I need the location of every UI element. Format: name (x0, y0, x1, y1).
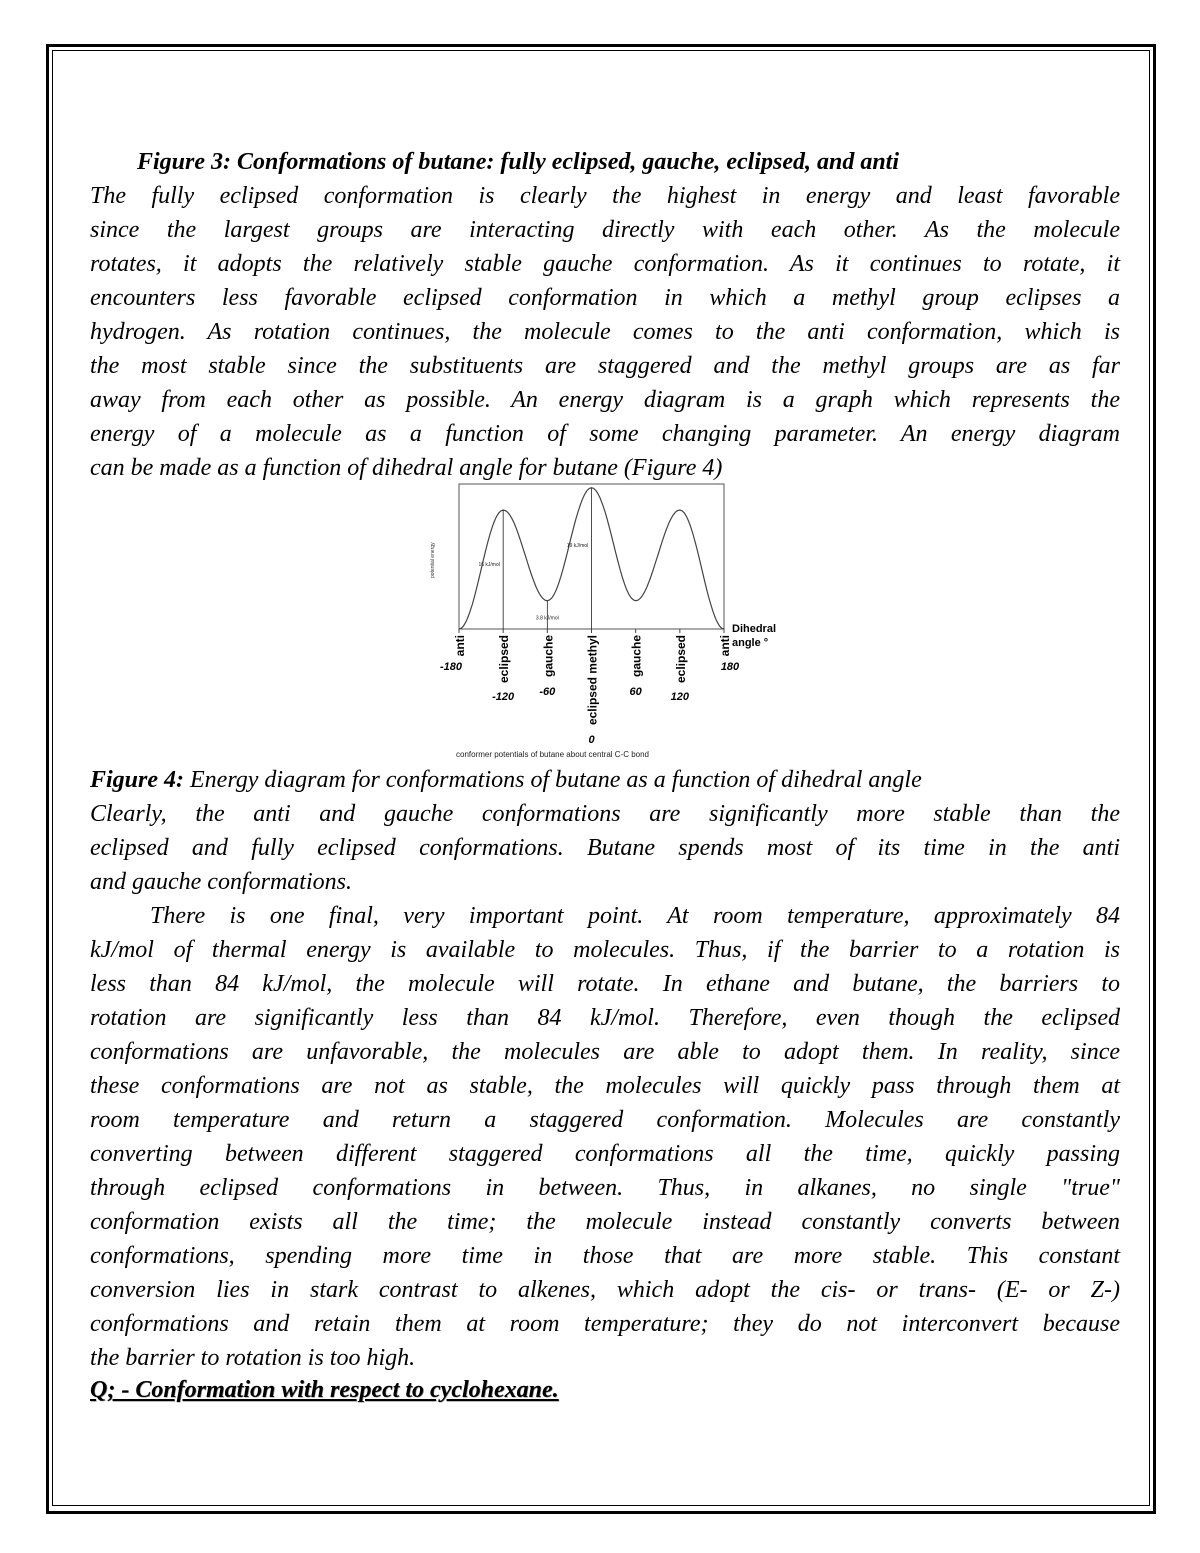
text-line: conformations, spending more time in those that are more stable. This constant (90, 1243, 1120, 1269)
y-axis-label: potential energy (430, 542, 436, 578)
text-line: through eclipsed conformations in between. Thus, in alkanes, no single "true" (90, 1175, 1120, 1201)
text-line: the barrier to rotation is too high. (90, 1345, 416, 1371)
figure-3-caption: Figure 3: Conformations of butane: fully eclipsed, gauche, eclipsed, and anti (137, 149, 900, 175)
text-line: conformation exists all the time; the molecule instead constantly converts between (90, 1209, 1120, 1235)
text-line: and gauche conformations. (90, 869, 352, 895)
conformer-label: eclipsed (673, 635, 688, 684)
chart-title: conformer potentials of butane about central C-C bond (456, 750, 650, 759)
x-tick-label: 0 (588, 734, 595, 746)
text-line: away from each other as possible. An energy diagram is a graph which represents the (90, 387, 1120, 413)
conformer-label: anti (718, 635, 732, 657)
conformer-label: gauche (629, 635, 644, 678)
text-line: hydrogen. As rotation continues, the molecule comes to the anti conformation, which is (90, 319, 1120, 345)
conformer-label: anti (453, 635, 467, 657)
conformer-label: gauche (541, 635, 556, 678)
text-line: kJ/mol of thermal energy is available to molecules. Thus, if the barrier to a rotation is (90, 937, 1120, 963)
text-line: converting between different staggered conformations all the time, quickly passing (90, 1141, 1120, 1167)
x-axis-label-2: angle ° (732, 637, 769, 649)
text-line: rotation are significantly less than 84 kJ/mol. Therefore, even though the eclipsed (90, 1005, 1120, 1031)
paragraph-stability (90, 797, 1120, 899)
text-line: less than 84 kJ/mol, the molecule will rotate. In ethane and butane, the barriers to (90, 971, 1120, 997)
x-tick-label: -60 (539, 686, 556, 698)
text-line: the most stable since the substituents are staggered and the methyl groups are as far (90, 353, 1120, 379)
text-line: eclipsed and fully eclipsed conformations. Butane spends most of its time in the anti (90, 835, 1120, 861)
x-tick-label: 60 (629, 686, 642, 698)
question-heading: Q; - Conformation with respect to cyclohexane. (90, 1377, 559, 1403)
text-line: since the largest groups are interacting directly with each other. As the molecule (90, 217, 1120, 243)
x-axis-label-1: Dihedral (732, 623, 777, 635)
x-tick-label: 120 (670, 691, 690, 703)
text-line: can be made as a function of dihedral angle for butane (Figure 4) (90, 455, 723, 481)
conformer-label: eclipsed methyl (585, 635, 600, 726)
x-tick-label: -120 (492, 691, 515, 703)
energy-annotation: 3.8 kJ/mol (535, 615, 559, 622)
figure-4-caption (90, 763, 1120, 797)
text-line: energy of a molecule as a function of some changing parameter. An energy diagram (90, 421, 1120, 447)
figure-4-label: Figure 4: (90, 767, 185, 793)
x-tick-label: 180 (720, 661, 740, 673)
paragraph-conformations (90, 179, 1120, 485)
text-line: room temperature and return a staggered conformation. Molecules are constantly (90, 1107, 1120, 1133)
text-line: There is one final, very important point. At room temperature, approximately 84 (150, 903, 1120, 929)
text-line: conversion lies in stark contrast to alkenes, which adopt the cis- or trans- (E- or Z-) (90, 1277, 1120, 1303)
text-line: these conformations are not as stable, the molecules will quickly pass through them at (90, 1073, 1120, 1099)
energy-annotation: 19 kJ/mol (566, 543, 589, 550)
figure-4-text: Energy diagram for conformations of butane as a function of dihedral angle (184, 767, 922, 793)
text-line: rotates, it adopts the relatively stable gauche conformation. As it continues to rotate, it (90, 251, 1120, 277)
text-line: conformations and retain them at room temperature; they do not interconvert because (90, 1311, 1120, 1337)
energy-annotation: 16 kJ/mol (478, 561, 500, 568)
text-line: encounters less favorable eclipsed conformation in which a methyl group eclipses a (90, 285, 1120, 311)
conformer-label: eclipsed (497, 635, 512, 684)
paragraph-rotation-barrier (90, 899, 1120, 1375)
text-line: conformations are unfavorable, the molecules are able to adopt them. In reality, since (90, 1039, 1120, 1065)
x-tick-label: -180 (439, 661, 463, 673)
energy-diagram (420, 480, 777, 760)
text-line: Clearly, the anti and gauche conformations are significantly more stable than the (90, 801, 1120, 827)
text-line: The fully eclipsed conformation is clearly the highest in energy and least favorable (90, 183, 1120, 209)
